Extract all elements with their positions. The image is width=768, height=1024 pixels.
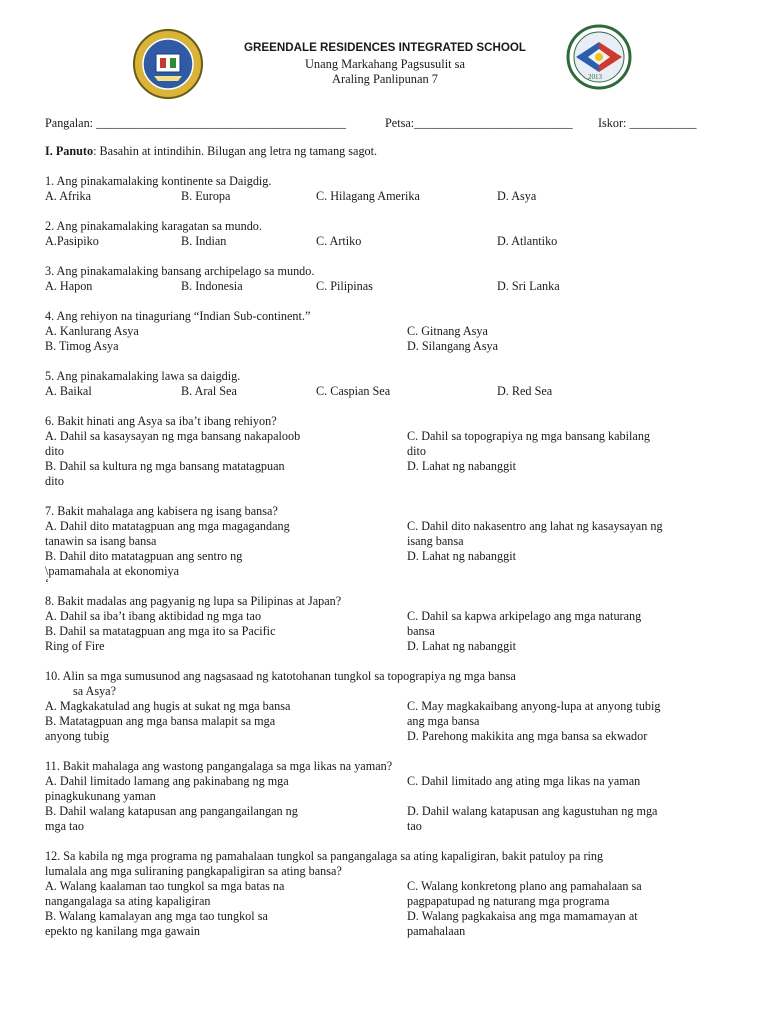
option-cont: dito xyxy=(407,444,426,458)
option-cont: Ring of Fire xyxy=(45,639,105,653)
option[interactable]: C. Dahil sa topograpiya ng mga bansang kabilang xyxy=(407,429,651,443)
subject-title: Araling Panlipunan 7 xyxy=(332,72,438,86)
option[interactable]: B. Aral Sea xyxy=(181,384,237,398)
option-cont: pinagkukunang yaman xyxy=(45,789,156,803)
option[interactable]: A. Dahil dito matatagpuan ang mga magagandang xyxy=(45,519,290,533)
instructions xyxy=(45,144,377,159)
question-7: 7. Bakit mahalaga ang kabisera ng isang bansa? xyxy=(45,504,278,518)
option[interactable]: A. Magkakatulad ang hugis at sukat ng mga bansa xyxy=(45,699,291,713)
name-field[interactable] xyxy=(45,116,346,131)
date-label: Petsa: xyxy=(385,116,415,130)
question-8: 8. Bakit madalas ang pagyanig ng lupa sa Pilipinas at Japan? xyxy=(45,594,342,608)
option[interactable]: D. Red Sea xyxy=(497,384,553,398)
option[interactable]: A. Kanlurang Asya xyxy=(45,324,139,338)
question-5: 5. Ang pinakamalaking lawa sa daigdig. xyxy=(45,369,241,383)
option[interactable]: B. Dahil sa kultura ng mga bansang matatagpuan xyxy=(45,459,285,473)
option[interactable]: C. Dahil limitado ang ating mga likas na yaman xyxy=(407,774,641,788)
date-line: __________________________ xyxy=(414,116,573,130)
option[interactable]: C. Dahil dito nakasentro ang lahat ng kasaysayan ng xyxy=(407,519,663,533)
option-cont: bansa xyxy=(407,624,435,638)
option[interactable]: A. Hapon xyxy=(45,279,93,293)
option-cont: isang bansa xyxy=(407,534,464,548)
seal-year: 2013 xyxy=(588,73,602,81)
option-cont: dito xyxy=(45,474,64,488)
division-seal-logo xyxy=(132,28,204,100)
option-cont: anyong tubig xyxy=(45,729,109,743)
option[interactable]: D. Walang pagkakaisa ang mga mamamayan at xyxy=(407,909,638,923)
exam-title: Unang Markahang Pagsusulit sa xyxy=(304,57,466,71)
option[interactable]: D. Sri Lanka xyxy=(497,279,560,293)
school-name: GREENDALE RESIDENCES INTEGRATED SCHOOL xyxy=(244,41,526,54)
option-cont: ang mga bansa xyxy=(407,714,480,728)
option-cont: mga tao xyxy=(45,819,84,833)
option[interactable]: B. Dahil dito matatagpuan ang sentro ng xyxy=(45,549,243,563)
date-field[interactable] xyxy=(385,116,573,131)
option[interactable]: A.Pasipiko xyxy=(45,234,99,248)
option[interactable]: D. Parehong makikita ang mga bansa sa ekwador xyxy=(407,729,648,743)
option[interactable]: B. Walang kamalayan ang mga tao tungkol sa xyxy=(45,909,268,923)
option[interactable]: C. Caspian Sea xyxy=(316,384,391,398)
option[interactable]: B. Timog Asya xyxy=(45,339,119,353)
option[interactable]: B. Indian xyxy=(181,234,227,248)
question-2: 2. Ang pinakamalaking karagatan sa mundo. xyxy=(45,219,262,233)
option-cont: tao xyxy=(407,819,422,833)
question-12-cont: lumalala ang mga suliraning pangkapaligiran sa ating bansa? xyxy=(45,864,342,878)
option[interactable]: D. Silangang Asya xyxy=(407,339,499,353)
question-3: 3. Ang pinakamalaking bansang archipelago sa mundo. xyxy=(45,264,315,278)
question-11: 11. Bakit mahalaga ang wastong pangangalaga sa mga likas na yaman? xyxy=(45,759,393,773)
option[interactable]: B. Dahil sa matatagpuan ang mga ito sa Pacific xyxy=(45,624,276,638)
option-cont: pagpapatupad ng naturang mga programa xyxy=(407,894,610,908)
score-line: ___________ xyxy=(629,116,697,130)
name-line: _________________________________________ xyxy=(96,116,346,130)
question-10: 10. Alin sa mga sumusunod ang nagsasaad ng katotohanan tungkol sa topograpiya ng mga bansa xyxy=(45,669,516,683)
option[interactable]: A. Dahil limitado lamang ang pakinabang ng mga xyxy=(45,774,289,788)
option-cont: dito xyxy=(45,444,64,458)
option[interactable]: B. Indonesia xyxy=(181,279,243,293)
question-4: 4. Ang rehiyon na tinaguriang “Indian Sub-continent.” xyxy=(45,309,311,323)
question-1: 1. Ang pinakamalaking kontinente sa Daigdig. xyxy=(45,174,272,188)
question-12: 12. Sa kabila ng mga programa ng pamahalaan tungkol sa pangangalaga sa ating kapaligiran, bakit patuloy pa ring xyxy=(45,849,604,863)
option[interactable]: B. Matatagpuan ang mga bansa malapit sa mga xyxy=(45,714,276,728)
option[interactable]: D. Lahat ng nabanggit xyxy=(407,459,516,473)
option[interactable]: B. Europa xyxy=(181,189,231,203)
option[interactable]: A. Walang kaalaman tao tungkol sa mga batas na xyxy=(45,879,285,893)
option[interactable]: C. Hilagang Amerika xyxy=(316,189,420,203)
option[interactable]: D. Dahil walang katapusan ang kagustuhan ng mga xyxy=(407,804,658,818)
option[interactable]: D. Lahat ng nabanggit xyxy=(407,549,516,563)
option-cont: \pamamahala at ekonomiya xyxy=(45,564,180,578)
name-label: Pangalan: xyxy=(45,116,94,130)
stray-mark: ‘ xyxy=(45,576,50,590)
option[interactable]: A. Baikal xyxy=(45,384,92,398)
option[interactable]: A. Dahil sa iba’t ibang aktibidad ng mga tao xyxy=(45,609,262,623)
option[interactable]: D. Atlantiko xyxy=(497,234,558,248)
question-6: 6. Bakit hinati ang Asya sa iba’t ibang rehiyon? xyxy=(45,414,277,428)
question-10-cont: sa Asya? xyxy=(73,684,116,698)
option[interactable]: C. Artiko xyxy=(316,234,362,248)
instructions-label: I. Panuto xyxy=(45,144,94,158)
score-field[interactable] xyxy=(598,116,697,131)
option[interactable]: C. Pilipinas xyxy=(316,279,373,293)
option-cont: nangangalaga sa ating kapaligiran xyxy=(45,894,211,908)
option-cont: epekto ng kanilang mga gawain xyxy=(45,924,201,938)
instructions-text: : Basahin at intindihin. Bilugan ang letra ng tamang sagot. xyxy=(93,144,378,158)
option[interactable]: C. Walang konkretong plano ang pamahalaan sa xyxy=(407,879,642,893)
option[interactable]: A. Afrika xyxy=(45,189,92,203)
option[interactable]: D. Lahat ng nabanggit xyxy=(407,639,516,653)
option[interactable]: A. Dahil sa kasaysayan ng mga bansang nakapaloob xyxy=(45,429,301,443)
option[interactable]: B. Dahil walang katapusan ang pangangailangan ng xyxy=(45,804,298,818)
option[interactable]: C. Gitnang Asya xyxy=(407,324,488,338)
option-cont: pamahalaan xyxy=(407,924,466,938)
option-cont: tanawin sa isang bansa xyxy=(45,534,157,548)
option[interactable]: C. Dahil sa kapwa arkipelago ang mga naturang xyxy=(407,609,642,623)
option[interactable]: C. May magkakaibang anyong-lupa at anyong tubig xyxy=(407,699,661,713)
option[interactable]: D. Asya xyxy=(497,189,537,203)
score-label: Iskor: xyxy=(598,116,627,130)
